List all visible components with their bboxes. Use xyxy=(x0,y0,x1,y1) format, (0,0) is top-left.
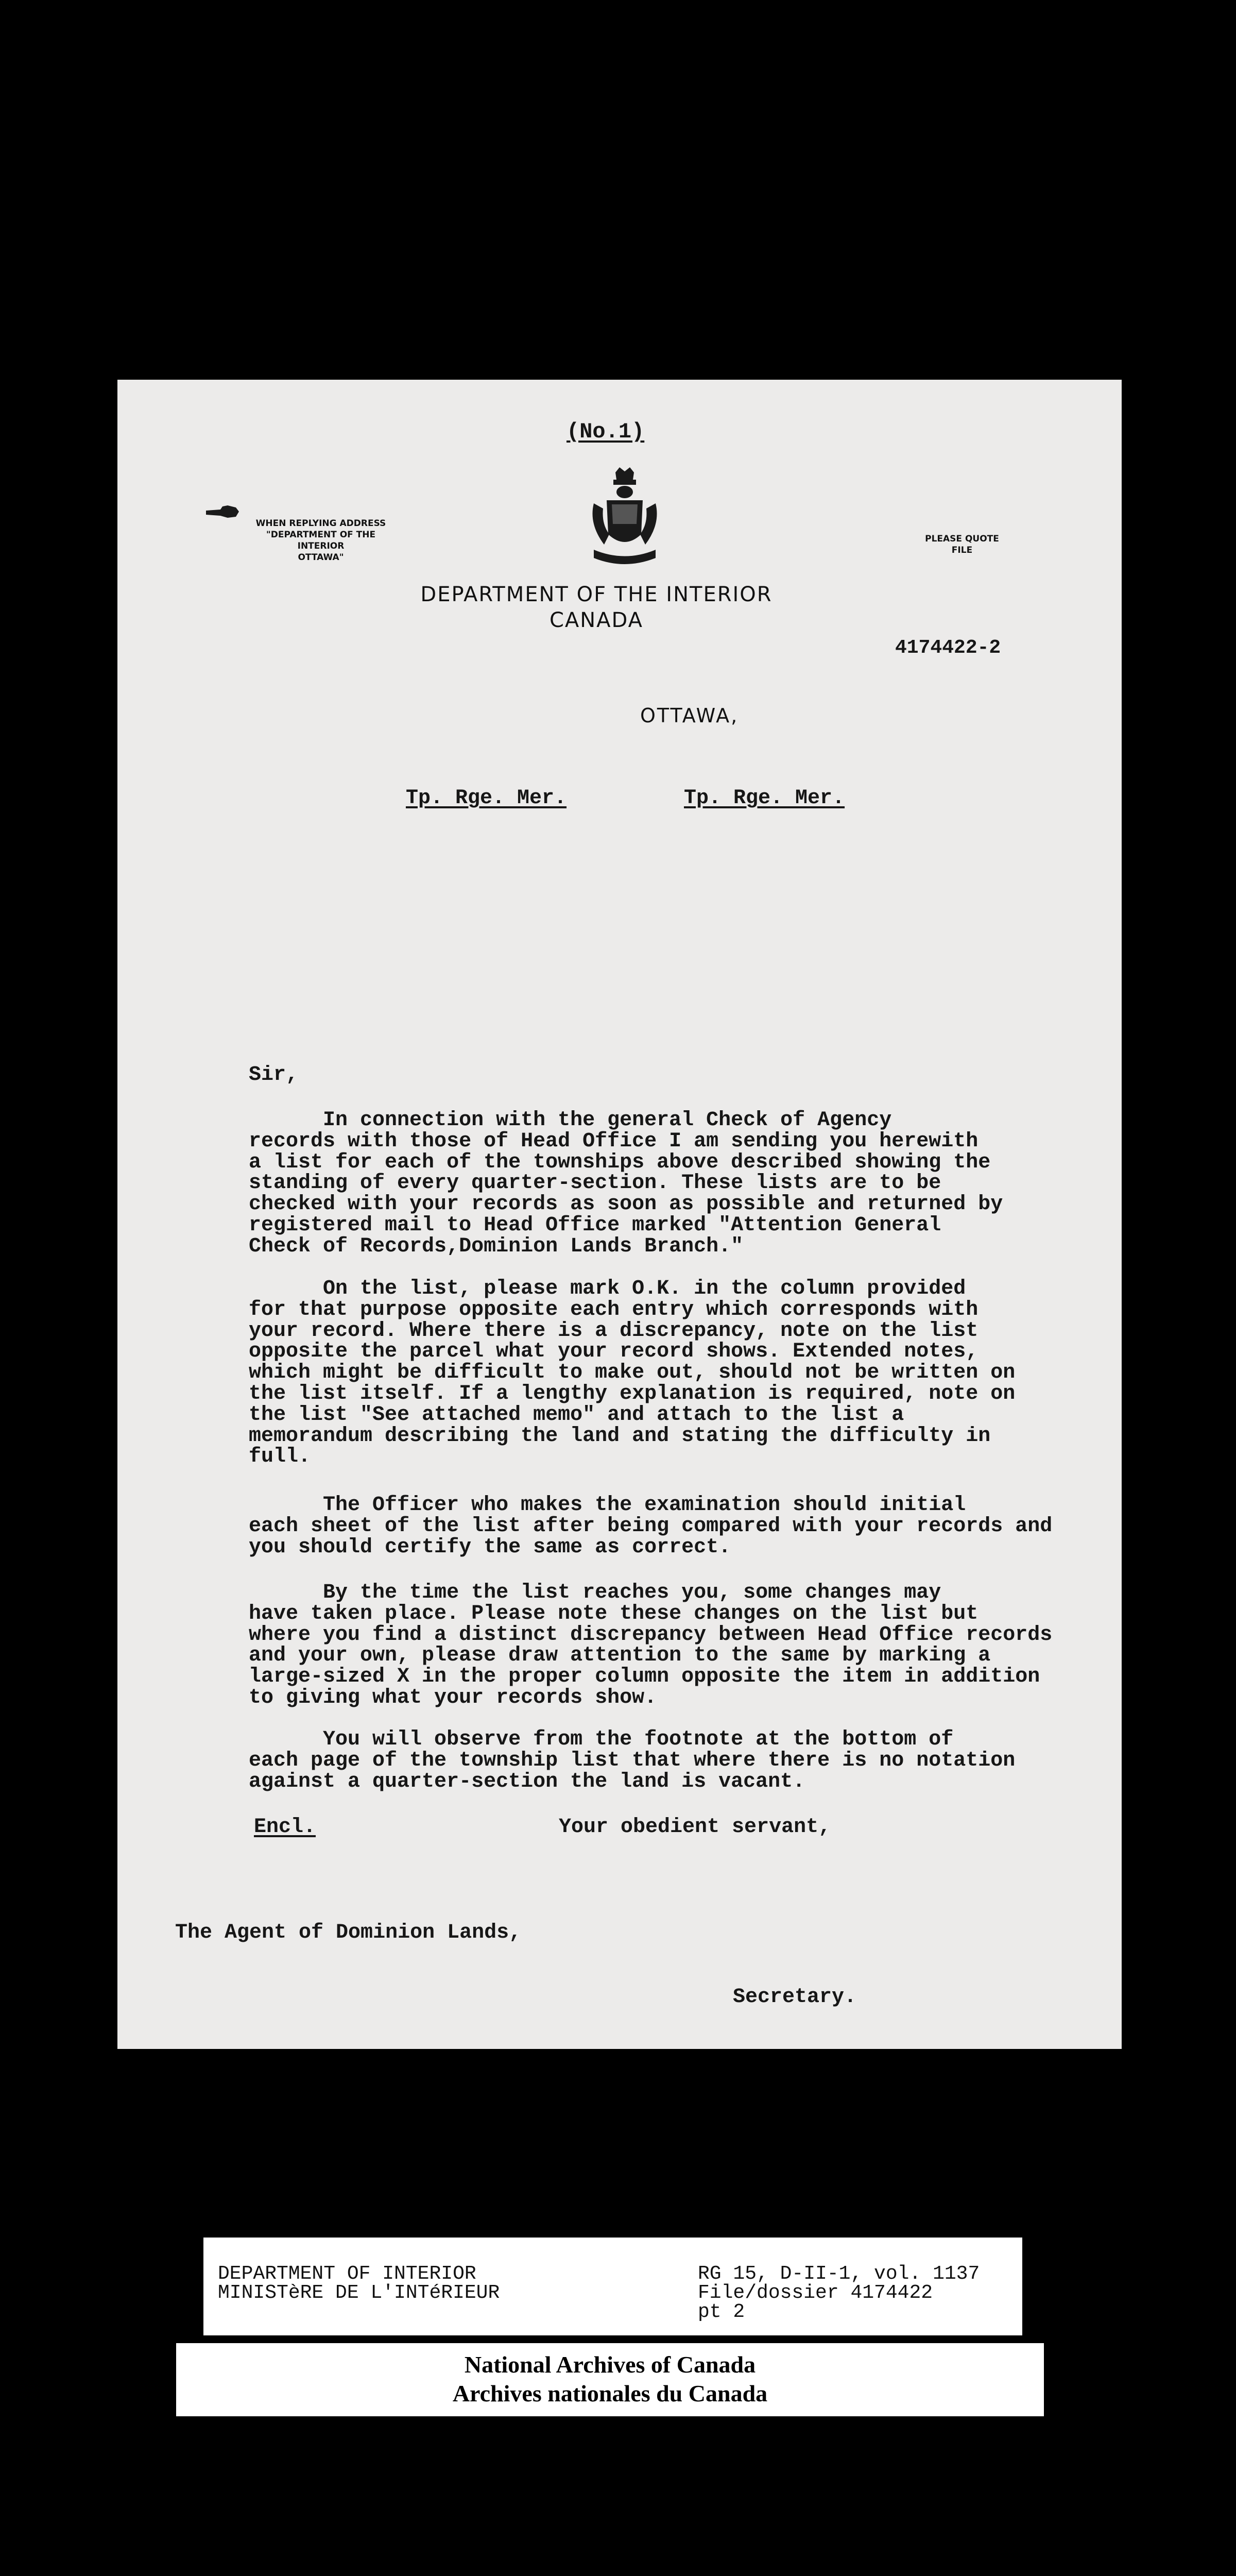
closing-line: Your obedient servant, xyxy=(559,1816,831,1839)
department-name: DEPARTMENT OF THE INTERIOR xyxy=(420,583,772,606)
paragraph-3: The Officer who makes the examination should initial each sheet of the list after being compared with your records and you should certify the same as correct. xyxy=(249,1494,1053,1559)
reply-note-line: OTTAWA" xyxy=(298,552,344,563)
paragraph-2: On the list, please mark O.K. in the column provided for that purpose opposite each entry which corresponds with your record. Where there is a discrepancy, note on the list opposite the parcel what your record shows. Extended notes, which might be difficult to make out, should not be written on the list itself. If a lengthy explanation is required, note on the list "See attached memo" and attach to the list a memorandum describing the land and stating the difficulty in full. xyxy=(249,1277,1016,1469)
quote-file-note xyxy=(911,533,1014,556)
reply-note-line: "DEPARTMENT OF THE INTERIOR xyxy=(266,530,376,551)
archive-reference-label xyxy=(203,2238,1022,2335)
paragraph-5: You will observe from the footnote at the bottom of each page of the township list that where there is no notation against a quarter-section the land is vacant. xyxy=(249,1728,1016,1793)
signature-title: Secretary. xyxy=(733,1986,857,2009)
letter-page xyxy=(117,380,1122,2049)
department-label xyxy=(218,2264,500,2302)
addressee: The Agent of Dominion Lands, xyxy=(175,1921,522,1944)
reference-left: Tp. Rge. Mer. xyxy=(406,787,567,810)
archive-name-en: National Archives of Canada xyxy=(464,2351,756,2378)
record-group-line: RG 15, D-II-1, vol. 1137 xyxy=(698,2263,980,2285)
file-number: 4174422-2 xyxy=(895,637,1001,659)
quote-note-line: FILE xyxy=(951,545,973,555)
record-reference xyxy=(698,2264,980,2321)
department-label-fr: MINISTèRE DE L'INTéRIEUR xyxy=(218,2282,500,2304)
archive-name-banner xyxy=(176,2343,1044,2416)
paragraph-1: In connection with the general Check of Agency records with those of Head Office I am sending you herewith a list for each of the townships above described showing the standing of every quarter-section. These lists are to be checked with your records as soon as possible and returned by registered mail to Head Office marked "Attention General Check of Records,Dominion Lands Branch." xyxy=(249,1109,1003,1258)
reference-right: Tp. Rge. Mer. xyxy=(684,787,845,810)
paragraph-4: By the time the list reaches you, some changes may have taken place. Please note these changes on the list but where you find a distinct discrepancy between Head Office records and your own, please draw attention to the same by marking a large-sized X in the proper column opposite the item in addition to giving what your records show. xyxy=(249,1581,1053,1709)
reply-note-line: WHEN REPLYING ADDRESS xyxy=(255,518,386,529)
place-line: OTTAWA, xyxy=(640,704,739,727)
department-heading xyxy=(339,582,854,633)
file-dossier-line: File/dossier 4174422 xyxy=(698,2282,933,2304)
pointing-hand-icon xyxy=(205,503,241,524)
part-line: pt 2 xyxy=(698,2301,745,2323)
country-name: CANADA xyxy=(549,608,644,632)
document-number: (No.1) xyxy=(566,419,645,444)
archive-name-fr: Archives nationales du Canada xyxy=(452,2380,768,2406)
department-label-en: DEPARTMENT OF INTERIOR xyxy=(218,2263,476,2285)
reply-address-note xyxy=(244,518,398,563)
quote-note-line: PLEASE QUOTE xyxy=(925,534,999,544)
coat-of-arms-icon xyxy=(583,467,666,573)
salutation: Sir, xyxy=(249,1063,299,1087)
enclosure-note: Encl. xyxy=(254,1816,316,1839)
